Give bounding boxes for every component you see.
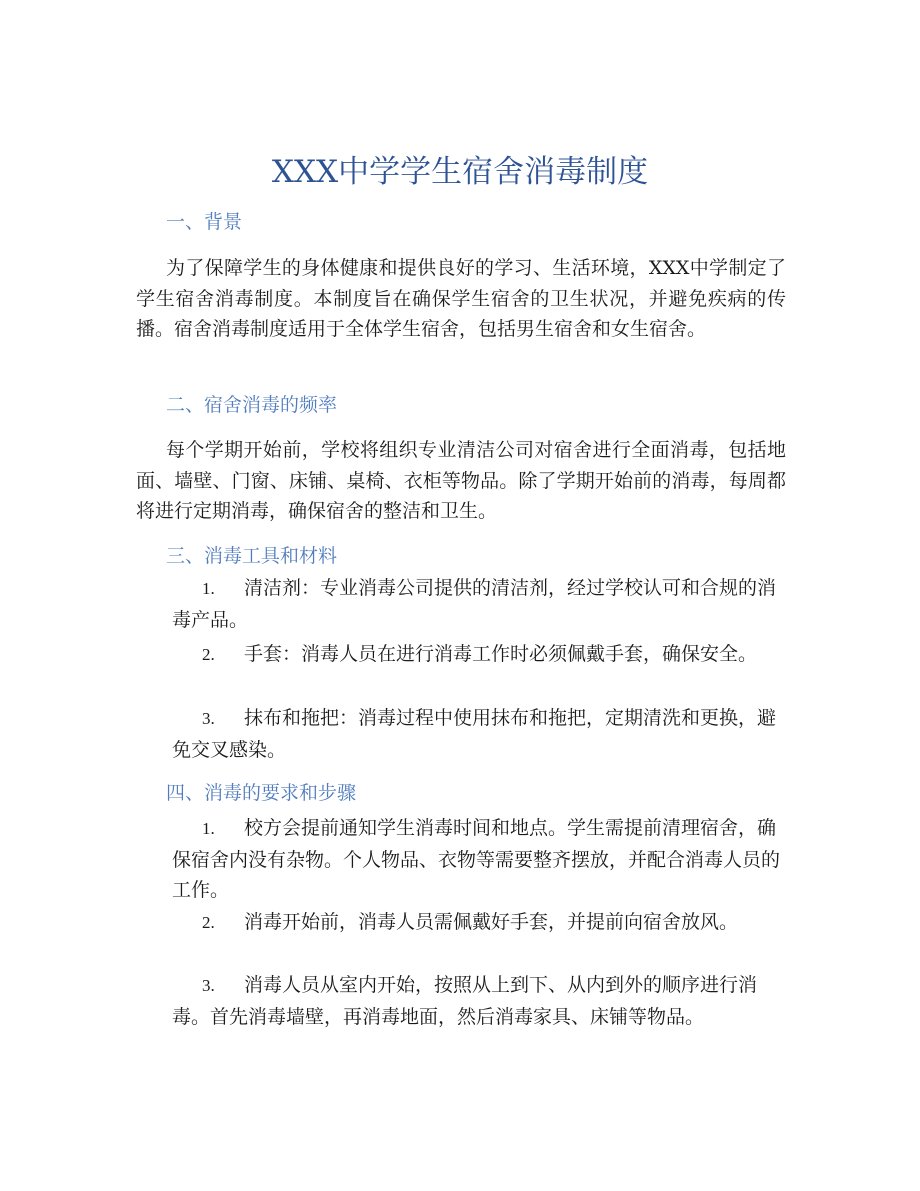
list-item-text: 抹布和拖把：消毒过程中使用抹布和拖把，定期清洗和更换，避免交叉感染。 <box>172 707 777 761</box>
list-item-text: 校方会提前通知学生消毒时间和地点。学生需提前清理宿舍，确保宿舍内没有杂物。个人物品、衣物等需要整齐摆放，并配合消毒人员的工作。 <box>172 817 781 901</box>
list-item-text: 消毒人员从室内开始，按照从上到下、从内到外的顺序进行消毒。首先消毒墙壁，再消毒地面，然后消毒家具、床铺等物品。 <box>172 974 758 1028</box>
list-item-number: 1. <box>202 819 215 838</box>
list-item-text: 消毒开始前，消毒人员需佩戴好手套，并提前向宿舍放风。 <box>244 911 739 933</box>
list-item-number: 3. <box>202 976 215 995</box>
list-item-number: 3. <box>202 709 215 728</box>
section-heading-background: 一、背景 <box>166 211 243 233</box>
list-item <box>172 907 784 939</box>
list-item-number: 2. <box>202 913 215 932</box>
list-item-text: 清洁剂：专业消毒公司提供的清洁剂，经过学校认可和合规的消毒产品。 <box>172 577 777 631</box>
section-paragraph-frequency: 每个学期开始前，学校将组织专业清洁公司对宿舍进行全面消毒，包括地面、墙壁、门窗、床铺、桌椅、衣柜等物品。除了学期开始前的消毒，每周都将进行定期消毒，确保宿舍的整洁和卫生。 <box>136 439 786 522</box>
list-item <box>172 639 784 671</box>
list-item-number: 1. <box>202 579 215 598</box>
section-heading-tools: 三、消毒工具和材料 <box>166 545 338 567</box>
section-heading-frequency: 二、宿舍消毒的频率 <box>166 394 338 416</box>
document-title: XXX中学学生宿舍消毒制度 <box>271 154 649 190</box>
section-heading-requirements: 四、消毒的要求和步骤 <box>166 782 357 804</box>
list-item-number: 2. <box>202 645 215 664</box>
list-item <box>172 573 784 635</box>
list-item-text: 手套：消毒人员在进行消毒工作时必须佩戴手套，确保安全。 <box>244 643 758 665</box>
list-item <box>172 813 784 906</box>
list-item <box>172 703 784 765</box>
list-item <box>172 970 784 1032</box>
section-paragraph-background: 为了保障学生的身体健康和提供良好的学习、生活环境，XXX中学制定了学生宿舍消毒制度。本制度旨在确保学生宿舍的卫生状况，并避免疾病的传播。宿舍消毒制度适用于全体学生宿舍，包括男生宿舍和女生宿舍。 <box>136 257 786 340</box>
